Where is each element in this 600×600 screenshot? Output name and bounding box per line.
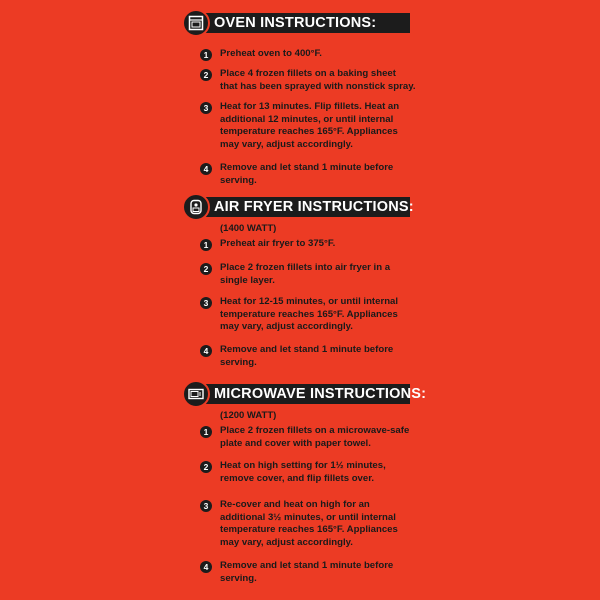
step-number: 1 bbox=[200, 239, 212, 251]
step-text: Preheat air fryer to 375°F. bbox=[220, 238, 336, 249]
air-fryer-step-4 bbox=[200, 344, 420, 369]
microwave-step-2 bbox=[200, 460, 420, 485]
microwave-step-3 bbox=[200, 499, 420, 549]
step-text: Re-cover and heat on high for an additional 3½ minutes, or until internal temperature reaches 165°F. Appliances may vary, adjust accordingly. bbox=[220, 499, 398, 548]
step-number: 3 bbox=[200, 500, 212, 512]
oven-icon bbox=[182, 9, 210, 37]
step-text: Heat for 13 minutes. Flip fillets. Heat an additional 12 minutes, or until internal temperature reaches 165°F. Appliances may vary, adjust accordingly. bbox=[220, 101, 400, 150]
microwave-step-4 bbox=[200, 560, 420, 585]
step-number: 1 bbox=[200, 426, 212, 438]
step-number: 2 bbox=[200, 461, 212, 473]
oven-step-1 bbox=[200, 48, 420, 61]
step-number: 1 bbox=[200, 49, 212, 61]
microwave-step-1 bbox=[200, 425, 420, 450]
step-text: Place 2 frozen fillets into air fryer in a single layer. bbox=[220, 262, 391, 286]
air-fryer-wattage: (1400 WATT) bbox=[220, 223, 277, 234]
microwave-header bbox=[186, 384, 427, 404]
microwave-wattage: (1200 WATT) bbox=[220, 410, 277, 421]
step-text: Heat for 12-15 minutes, or until internal temperature reaches 165°F. Appliances may vary, adjust accordingly. bbox=[220, 296, 399, 333]
air-fryer-step-3 bbox=[200, 296, 420, 334]
oven-title: OVEN INSTRUCTIONS: bbox=[214, 15, 377, 31]
oven-step-4 bbox=[200, 162, 420, 187]
air-fryer-title: AIR FRYER INSTRUCTIONS: bbox=[214, 199, 414, 215]
step-text: Remove and let stand 1 minute before serving. bbox=[220, 344, 394, 368]
step-number: 2 bbox=[200, 263, 212, 275]
microwave-title: MICROWAVE INSTRUCTIONS: bbox=[214, 386, 427, 402]
microwave-icon bbox=[182, 380, 210, 408]
step-number: 4 bbox=[200, 345, 212, 357]
air-fryer-header bbox=[186, 197, 414, 217]
oven-step-3 bbox=[200, 101, 420, 151]
step-number: 2 bbox=[200, 69, 212, 81]
oven-step-2 bbox=[200, 68, 420, 93]
step-text: Remove and let stand 1 minute before serving. bbox=[220, 560, 394, 584]
step-text: Preheat oven to 400°F. bbox=[220, 48, 322, 59]
step-text: Place 4 frozen fillets on a baking sheet that has been sprayed with nonstick spray. bbox=[220, 68, 416, 92]
step-number: 3 bbox=[200, 297, 212, 309]
step-text: Place 2 frozen fillets on a microwave-safe plate and cover with paper towel. bbox=[220, 425, 410, 449]
air-fryer-step-2 bbox=[200, 262, 420, 287]
air-fryer-icon bbox=[182, 193, 210, 221]
step-text: Heat on high setting for 1½ minutes, remove cover, and flip fillets over. bbox=[220, 460, 386, 484]
step-text: Remove and let stand 1 minute before serving. bbox=[220, 162, 394, 186]
step-number: 4 bbox=[200, 163, 212, 175]
air-fryer-step-1 bbox=[200, 238, 420, 251]
oven-header bbox=[186, 13, 410, 33]
step-number: 3 bbox=[200, 102, 212, 114]
step-number: 4 bbox=[200, 561, 212, 573]
